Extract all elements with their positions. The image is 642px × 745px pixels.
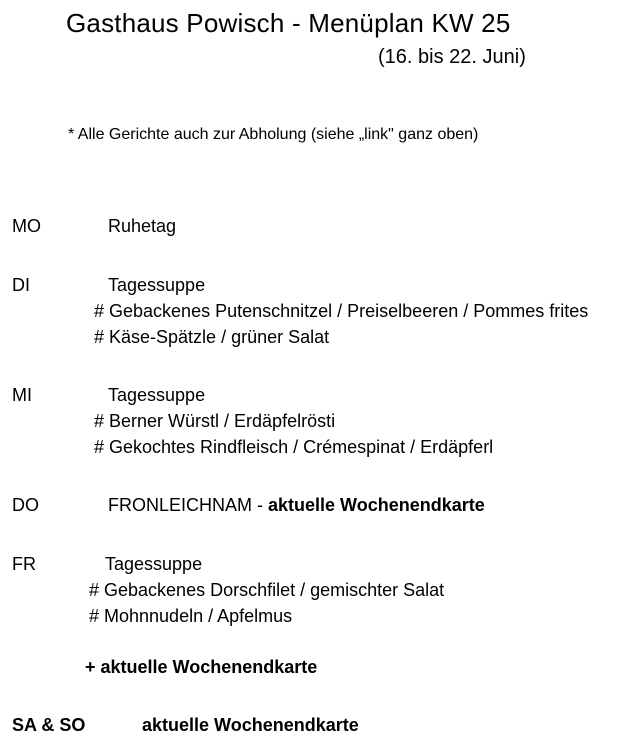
fr-soup: Tagessuppe — [105, 554, 203, 574]
fr-weekend-menu: + aktuelle Wochenendkarte — [85, 657, 318, 677]
mi-dish-2: # Gekochtes Rindfleisch / Crémespinat / Erdäpferl — [94, 437, 494, 457]
mo-closed-text: Ruhetag — [108, 216, 177, 236]
di-dish-2: # Käse-Spätzle / grüner Salat — [94, 327, 330, 347]
page-title: Gasthaus Powisch - Menüplan KW 25 — [66, 8, 511, 38]
mi-soup: Tagessuppe — [108, 385, 206, 405]
day-label-fr: FR — [12, 554, 36, 574]
do-line — [108, 495, 485, 516]
day-label-mi: MI — [12, 385, 32, 405]
pickup-note: * Alle Gerichte auch zur Abholung (siehe „link" ganz oben) — [68, 126, 479, 143]
mi-dish-1: # Berner Würstl / Erdäpfelrösti — [94, 411, 336, 431]
do-weekend-menu: aktuelle Wochenendkarte — [268, 495, 485, 515]
day-label-sa-so: SA & SO — [12, 715, 86, 735]
sa-so-weekend-menu: aktuelle Wochenendkarte — [142, 715, 359, 735]
fr-dish-1: # Gebackenes Dorschfilet / gemischter Salat — [89, 580, 445, 600]
day-label-mo: MO — [12, 216, 41, 236]
di-dish-1: # Gebackenes Putenschnitzel / Preiselbeeren / Pommes frites — [94, 301, 589, 321]
fr-dish-2: # Mohnnudeln / Apfelmus — [89, 606, 293, 626]
do-holiday: FRONLEICHNAM - — [108, 495, 269, 515]
day-label-di: DI — [12, 275, 30, 295]
day-label-do: DO — [12, 495, 39, 515]
date-range: (16. bis 22. Juni) — [378, 46, 526, 68]
di-soup: Tagessuppe — [108, 275, 206, 295]
